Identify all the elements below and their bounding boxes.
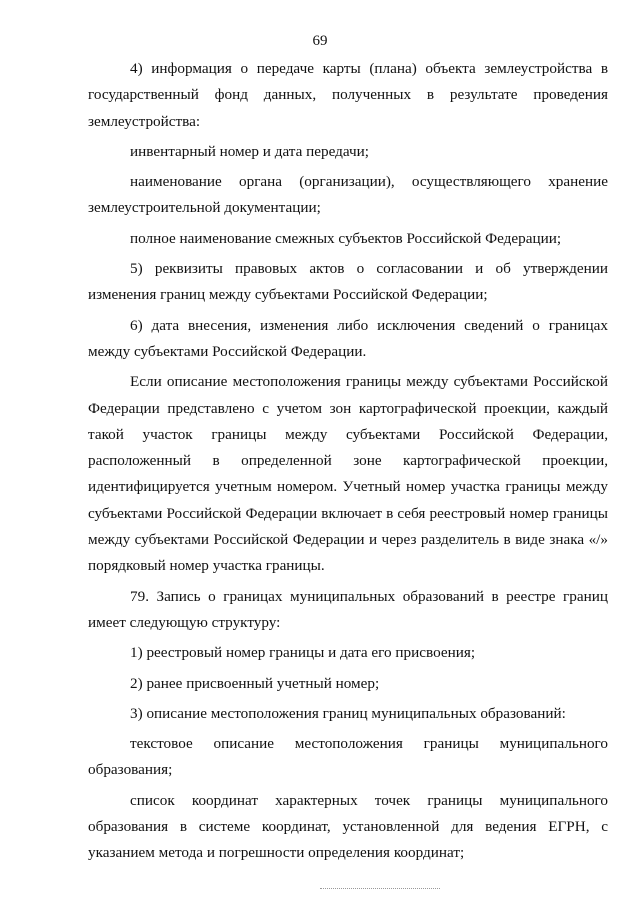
paragraph-projection-zones: Если описание местоположения границы между субъектами Российской Федерации представлено с учетом зон картографической проекции, каждый такой участок границы между субъектами Российской Федерации, расположенный в определенной зоне картографической проекции, идентифицируется учетным номером. Учетный номер участка границы между субъектами Российской Федерации включает в себя реестровый номер границы между субъектами Российской Федерации и через разделитель в виде знака «/» порядковый номер участка границы. bbox=[88, 373, 608, 575]
paragraph-item-4: 4) информация о передаче карты (плана) объекта землеустройства в государственный фонд данных, полученных в результате проведения землеустройства: bbox=[88, 60, 608, 130]
paragraph-organization-name: наименование органа (организации), осуществляющего хранение землеустроительной документации; bbox=[88, 173, 608, 217]
paragraph-previous-number: 2) ранее присвоенный учетный номер; bbox=[130, 674, 380, 692]
paragraph-text-description: текстовое описание местоположения границы муниципального образования; bbox=[88, 735, 608, 779]
paragraph-inventory-number: инвентарный номер и дата передачи; bbox=[130, 142, 370, 160]
document-body bbox=[88, 56, 608, 867]
paragraph-item-6: 6) дата внесения, изменения либо исключения сведений о границах между субъектами Российской Федерации. bbox=[88, 316, 608, 360]
scan-artifact bbox=[320, 888, 440, 893]
page-number: 69 bbox=[312, 33, 328, 49]
paragraph-coordinates-list: список координат характерных точек границы муниципального образования в системе координат, установленной для ведения ЕГРН, с указанием метода и погрешности определения координат; bbox=[88, 791, 608, 862]
paragraph-section-79: 79. Запись о границах муниципальных образований в реестре границ имеет следующую структуру: bbox=[88, 587, 608, 631]
paragraph-adjacent-subjects: полное наименование смежных субъектов Российской Федерации; bbox=[130, 229, 562, 247]
paragraph-item-5: 5) реквизиты правовых актов о согласовании и об утверждении изменения границ между субъектами Российской Федерации; bbox=[88, 260, 608, 304]
paragraph-location-description: 3) описание местоположения границ муниципальных образований: bbox=[130, 704, 566, 722]
paragraph-registry-number: 1) реестровый номер границы и дата его присвоения; bbox=[130, 644, 476, 662]
